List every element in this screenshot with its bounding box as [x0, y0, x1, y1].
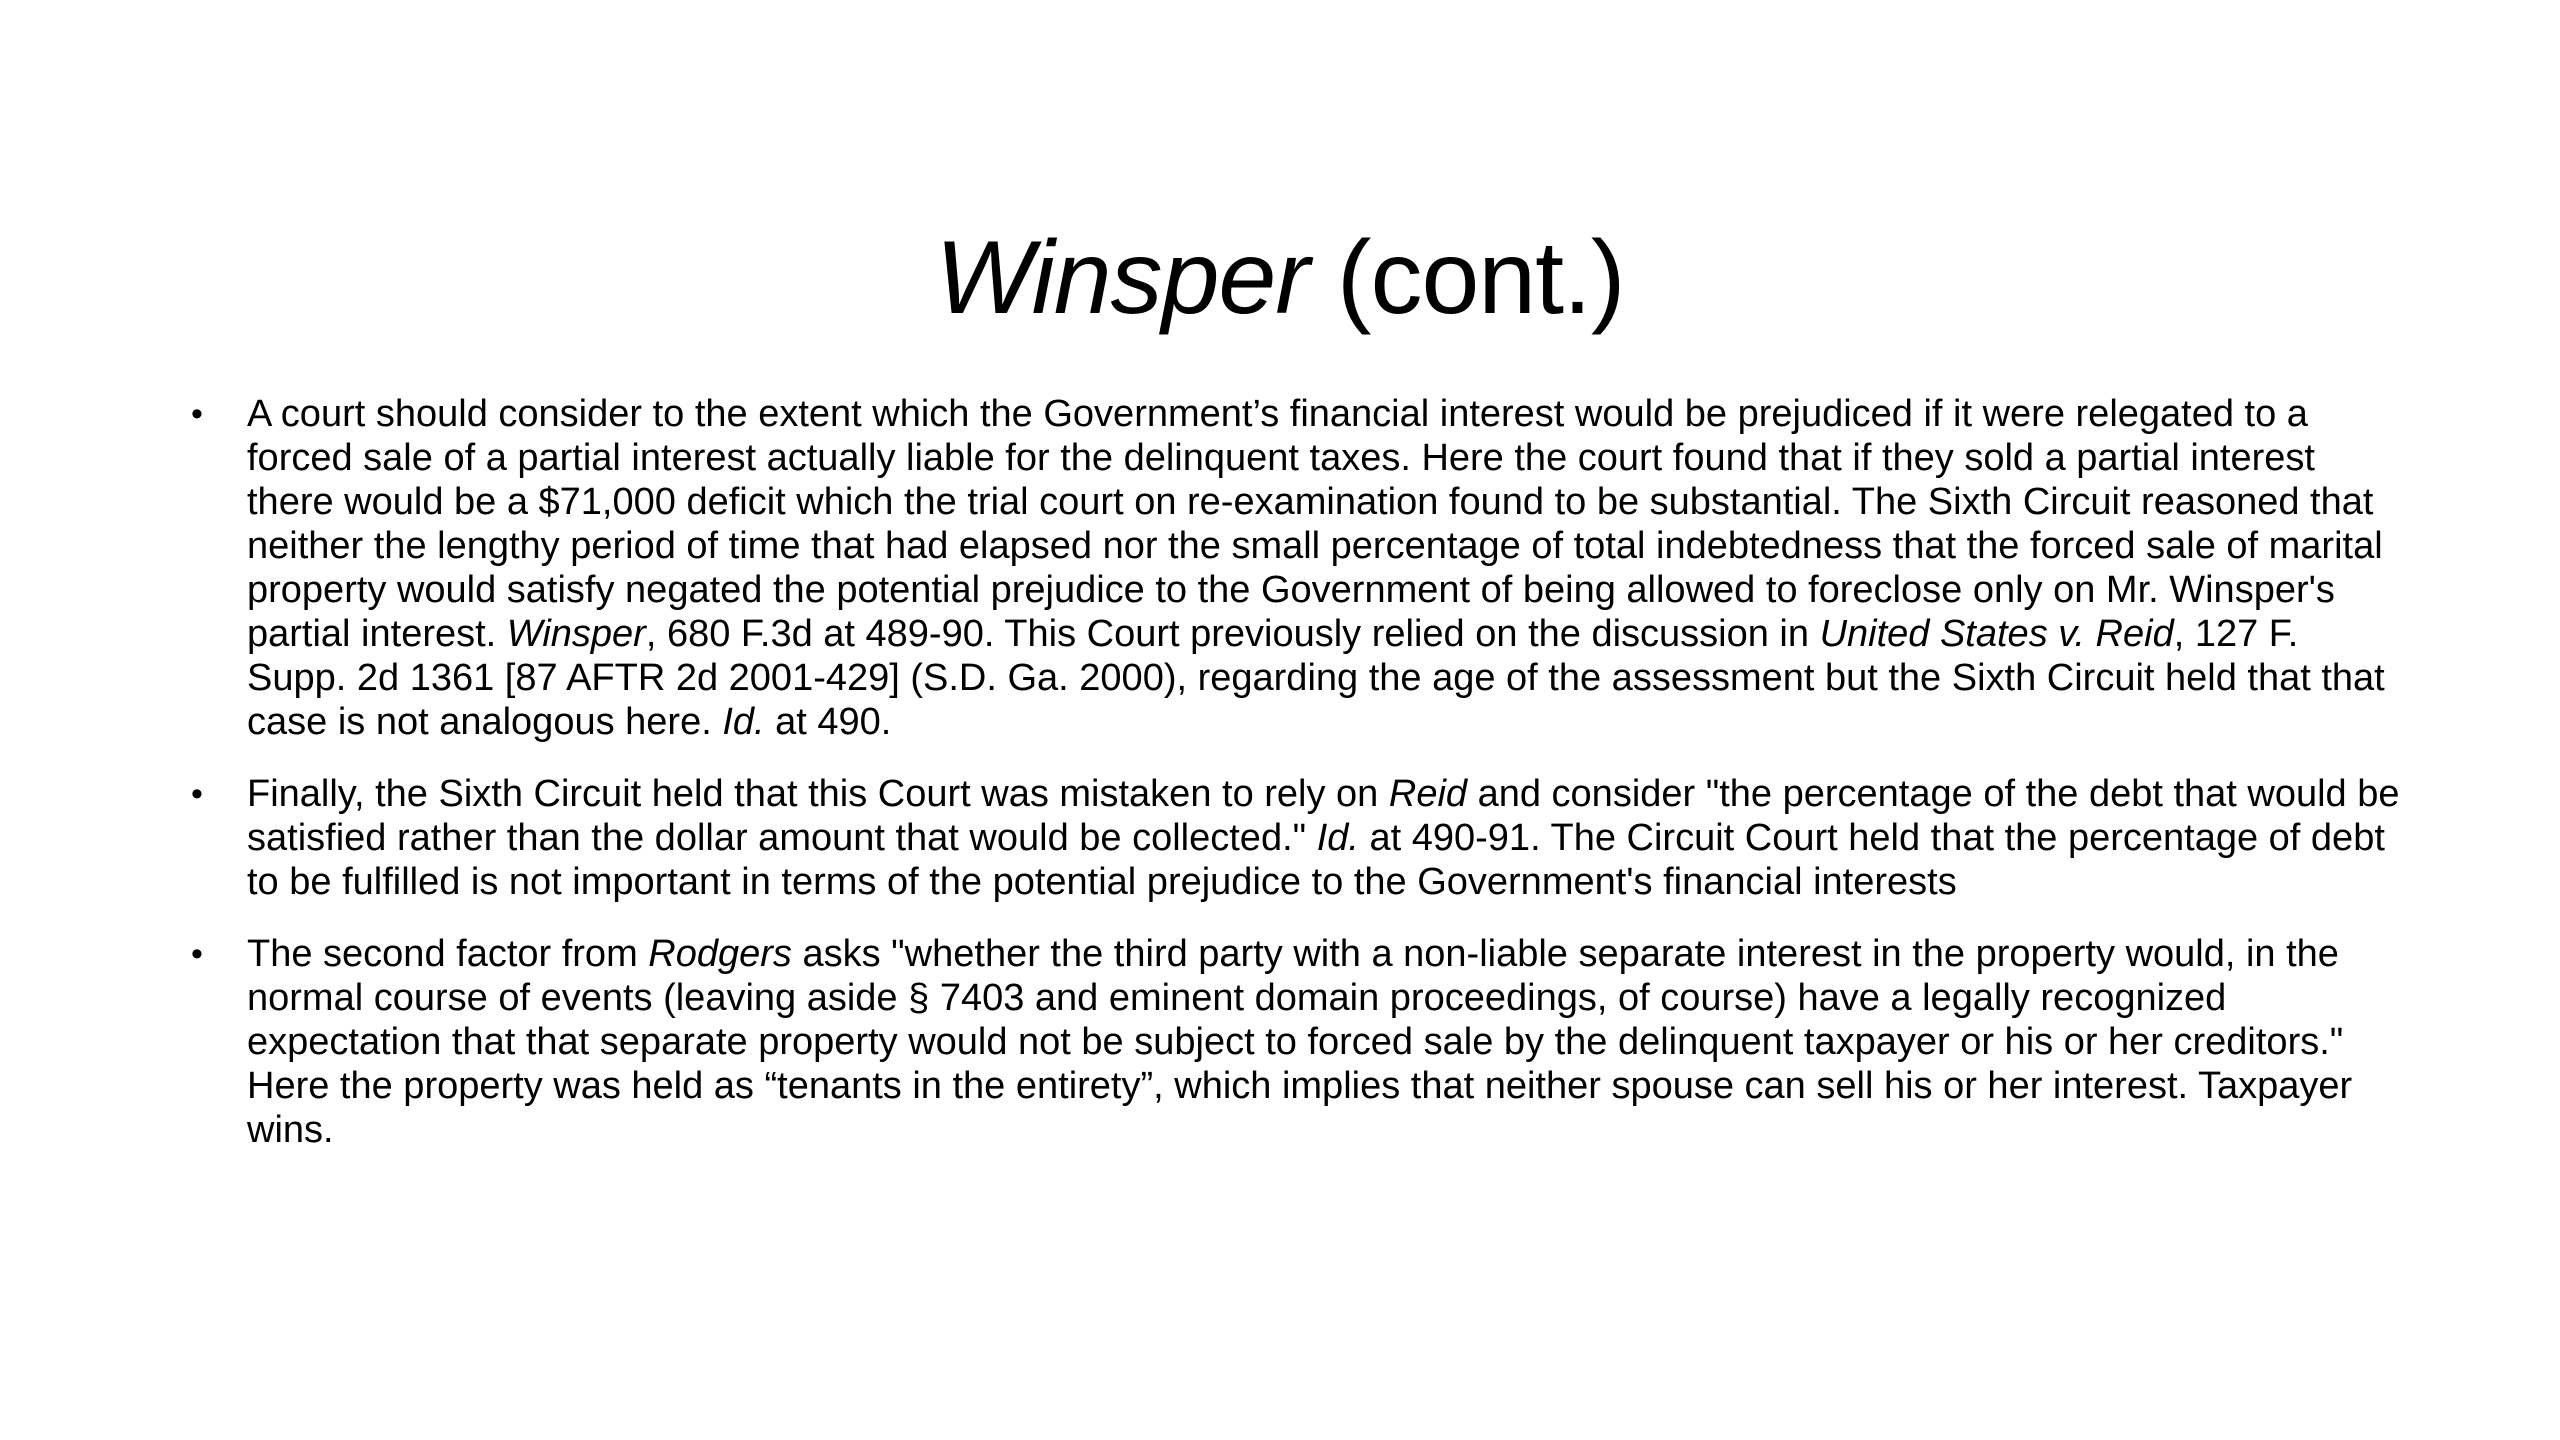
bullet-item-1 — [185, 392, 2405, 744]
text-segment: and consider "the percentage of the debt that would be satisfied rather than the dollar amount that would be collected." — [247, 773, 2400, 859]
italic-text-segment: Id. — [1316, 817, 1359, 859]
italic-text-segment: Winsper — [506, 613, 646, 655]
bullet-dot-icon: • — [191, 775, 203, 813]
bullet-dot-icon: • — [191, 395, 203, 433]
text-segment: The second factor from — [247, 933, 649, 975]
italic-text-segment: Rodgers — [648, 933, 792, 975]
bullet-text — [247, 773, 2400, 903]
bullet-item-2 — [185, 772, 2405, 904]
italic-text-segment: Id. — [722, 701, 765, 743]
italic-text-segment: United States v. Reid — [1819, 613, 2174, 655]
italic-text-segment: Reid — [1388, 773, 1468, 815]
title-italic-part: Winsper — [935, 219, 1309, 336]
slide-title — [0, 218, 2560, 338]
bullet-list — [185, 392, 2405, 1180]
text-segment: asks "whether the third party with a non-liable separate interest in the property would, in the normal course of events (leaving aside § 7403 and eminent domain proceedings, of course) have a legally recognized expectation that that separate property would not be subject to forced sale by the delinquent taxpayer or his or her creditors." Here the property was held as “tenants in the entirety”, which implies that neither spouse can sell his or her interest. Taxpayer wins. — [247, 933, 2353, 1151]
bullet-item-3 — [185, 932, 2405, 1152]
text-segment: at 490-91. The Circuit Court held that the percentage of debt to be fulfilled is not important in terms of the potential prejudice to the Government's financial interests — [247, 817, 2385, 903]
text-segment: A court should consider to the extent which the Government’s financial interest would be prejudiced if it were relegated to a forced sale of a partial interest actually liable for the delinquent taxes. Here the court found that if they sold a partial interest there would be a $71,000 deficit which the trial court on re-examination found to be substantial. The Sixth Circuit reasoned that neither the lengthy period of time that had elapsed nor the small percentage of total indebtedness that the forced sale of marital property would satisfy negated the potential prejudice to the Government of being allowed to foreclose only on Mr. Winsper's partial interest. — [247, 393, 2383, 655]
text-segment: , 680 F.3d at 489-90. This Court previously relied on the discussion in — [645, 613, 1820, 655]
title-rest-part: (cont.) — [1308, 219, 1625, 336]
bullet-dot-icon: • — [191, 935, 203, 973]
text-segment: at 490. — [764, 701, 892, 743]
bullet-text — [247, 393, 2385, 743]
bullet-text — [247, 933, 2352, 1151]
text-segment: Finally, the Sixth Circuit held that this Court was mistaken to rely on — [247, 773, 1389, 815]
text-segment: , 127 F. Supp. 2d 1361 [87 AFTR 2d 2001-429] (S.D. Ga. 2000), regarding the age of the assessment but the Sixth Circuit held that that case is not analogous here. — [247, 613, 2385, 743]
